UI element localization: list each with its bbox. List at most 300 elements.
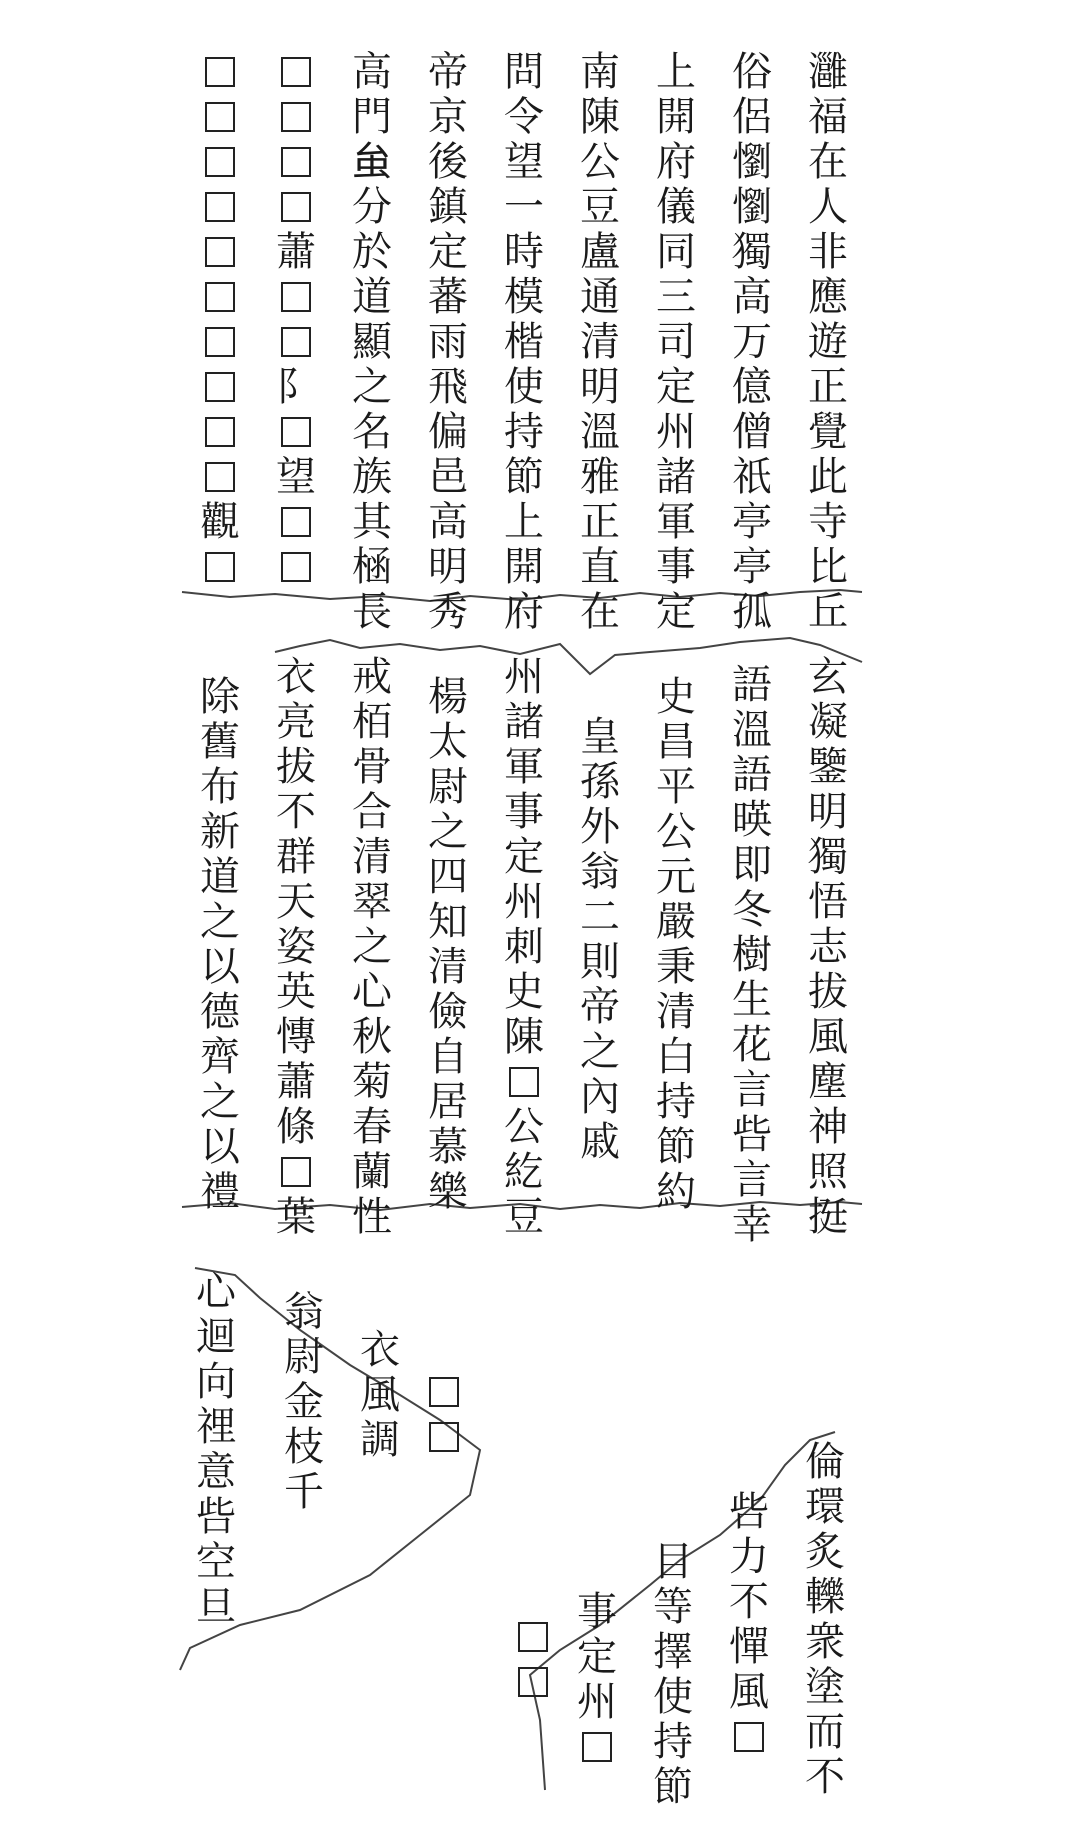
character: 諸 — [504, 699, 544, 745]
character: 侶 — [732, 94, 772, 140]
character: 紇 — [504, 1149, 544, 1195]
character: 生 — [732, 977, 772, 1023]
character: 呰 — [732, 1112, 772, 1158]
character: 亮 — [276, 699, 316, 745]
middle-column-2 — [724, 663, 780, 1248]
character: 白 — [656, 1034, 696, 1080]
character: 獨 — [808, 834, 848, 880]
character: 望 — [504, 139, 544, 185]
character: 照 — [808, 1149, 848, 1195]
character: 事 — [656, 544, 696, 590]
character: 外 — [580, 804, 620, 850]
character: 冬 — [732, 887, 772, 933]
middle-column-9 — [192, 675, 248, 1215]
character: 悟 — [808, 879, 848, 925]
missing-character — [281, 507, 311, 537]
middle-panel — [192, 654, 852, 1248]
character: 阝 — [276, 364, 316, 410]
character: 而 — [805, 1709, 845, 1755]
character: 約 — [656, 1169, 696, 1215]
character: 拔 — [808, 969, 848, 1015]
character: 時 — [504, 229, 544, 275]
character: 一 — [504, 184, 544, 230]
missing-character — [205, 192, 235, 222]
character: 公 — [580, 139, 620, 185]
missing-character — [509, 1067, 539, 1097]
character: 衆 — [805, 1619, 845, 1665]
upper-column-7 — [344, 50, 400, 635]
character: 府 — [504, 589, 544, 635]
character: 塗 — [805, 1664, 845, 1710]
character: 千 — [284, 1469, 324, 1515]
character: 万 — [732, 319, 772, 365]
character: 風 — [808, 1014, 848, 1060]
character: 鎮 — [428, 184, 468, 230]
character: 在 — [808, 139, 848, 185]
character: 陳 — [580, 94, 620, 140]
character: 亭 — [732, 544, 772, 590]
character: 以 — [200, 1124, 240, 1170]
character: 事 — [504, 789, 544, 835]
missing-character — [281, 102, 311, 132]
character: 持 — [656, 1079, 696, 1125]
character: 志 — [808, 924, 848, 970]
character: 幸 — [732, 1202, 772, 1248]
missing-character — [281, 192, 311, 222]
character: 非 — [808, 229, 848, 275]
character: 顯 — [352, 319, 392, 365]
upper-column-2 — [724, 50, 780, 635]
character: 定 — [656, 589, 696, 635]
character: 明 — [428, 544, 468, 590]
character: 天 — [276, 879, 316, 925]
character: 語 — [732, 662, 772, 708]
character: 定 — [656, 364, 696, 410]
character: 節 — [653, 1764, 693, 1810]
missing-character — [281, 1157, 311, 1187]
character: 盧 — [580, 229, 620, 275]
character: 㮀 — [352, 544, 392, 590]
missing-character — [281, 282, 311, 312]
character: 花 — [732, 1022, 772, 1068]
character: 史 — [656, 674, 696, 720]
lower-left-missing-slots — [424, 1370, 464, 1460]
character: 持 — [653, 1719, 693, 1765]
character: 嚴 — [656, 899, 696, 945]
character: 空 — [196, 1539, 236, 1585]
middle-column-1 — [800, 655, 856, 1240]
character: 語 — [732, 752, 772, 798]
character: 倫 — [805, 1439, 845, 1485]
character: 溫 — [580, 409, 620, 455]
character: 懰 — [732, 139, 772, 185]
character: 名 — [352, 409, 392, 455]
character: 不 — [276, 789, 316, 835]
character: 人 — [808, 184, 848, 230]
character: 州 — [504, 879, 544, 925]
character: 僧 — [732, 409, 772, 455]
character: 之 — [352, 364, 392, 410]
character: 同 — [656, 229, 696, 275]
missing-character — [518, 1622, 548, 1652]
lower-right-column-4 — [569, 1590, 625, 1770]
character: 皇 — [580, 714, 620, 760]
character: 𥚃 — [196, 1404, 236, 1450]
character: 懰 — [732, 184, 772, 230]
upper-column-1 — [800, 50, 856, 635]
character: 蘭 — [352, 1149, 392, 1195]
character: 俗 — [732, 49, 772, 95]
character: 清 — [656, 989, 696, 1035]
character: 分 — [352, 184, 392, 230]
character: 清 — [352, 834, 392, 880]
character: 禮 — [200, 1169, 240, 1215]
character: 性 — [352, 1194, 392, 1240]
character: 塵 — [808, 1059, 848, 1105]
character: 事 — [577, 1589, 617, 1635]
missing-character — [429, 1422, 459, 1452]
character: 慱 — [276, 1014, 316, 1060]
lower-right-column-5 — [505, 1615, 561, 1705]
character: 秋 — [352, 1014, 392, 1060]
character: 二 — [580, 894, 620, 940]
character: 問 — [504, 49, 544, 95]
character: 𧈧 — [352, 139, 392, 185]
upper-column-3 — [648, 50, 704, 635]
lower-left-fragment — [180, 1269, 480, 1640]
missing-character — [205, 462, 235, 492]
character: 居 — [428, 1079, 468, 1125]
character: 憚 — [729, 1624, 769, 1670]
upper-column-5 — [496, 50, 552, 635]
character: 清 — [580, 319, 620, 365]
lower-right-fragment — [505, 1440, 855, 1820]
character: 轢 — [805, 1574, 845, 1620]
character: 秀 — [428, 589, 468, 635]
character: 尉 — [284, 1334, 324, 1380]
character: 上 — [504, 499, 544, 545]
character: 翁 — [284, 1289, 324, 1335]
character: 道 — [352, 274, 392, 320]
missing-character — [281, 417, 311, 447]
character: 等 — [653, 1584, 693, 1630]
character: 戒 — [352, 654, 392, 700]
character: 群 — [276, 834, 316, 880]
character: 祇 — [732, 454, 772, 500]
character: 州 — [656, 409, 696, 455]
character: 元 — [656, 854, 696, 900]
character: 軍 — [656, 499, 696, 545]
character: 德 — [200, 989, 240, 1035]
character: 此 — [808, 454, 848, 500]
character: 寺 — [808, 499, 848, 545]
character: 新 — [200, 809, 240, 855]
character: 使 — [504, 364, 544, 410]
character: 丘 — [808, 589, 848, 635]
character: 力 — [729, 1534, 769, 1580]
character: 道 — [200, 854, 240, 900]
character: 福 — [808, 94, 848, 140]
character: 門 — [352, 94, 392, 140]
character: 凝 — [808, 699, 848, 745]
character: 正 — [808, 364, 848, 410]
character: 骨 — [352, 744, 392, 790]
character: 偏 — [428, 409, 468, 455]
character: 鑒 — [808, 744, 848, 790]
character: 之 — [352, 924, 392, 970]
character: 孫 — [580, 759, 620, 805]
character: 高 — [428, 499, 468, 545]
character: 諸 — [656, 454, 696, 500]
character: 衣 — [360, 1327, 400, 1373]
character: 公 — [656, 809, 696, 855]
character: 覺 — [808, 409, 848, 455]
character: 於 — [352, 229, 392, 275]
character: 億 — [732, 364, 772, 410]
missing-character — [734, 1722, 764, 1752]
character: 後 — [428, 139, 468, 185]
character: 雨 — [428, 319, 468, 365]
character: 拔 — [276, 744, 316, 790]
character: 布 — [200, 764, 240, 810]
character: 定 — [577, 1634, 617, 1680]
character: 史 — [504, 969, 544, 1015]
character: 舊 — [200, 719, 240, 765]
character: 則 — [580, 939, 620, 985]
character: 平 — [656, 764, 696, 810]
upper-column-4 — [572, 50, 628, 635]
lower-right-column-1 — [797, 1440, 853, 1800]
character: 儉 — [428, 989, 468, 1035]
character: 言 — [732, 1067, 772, 1113]
character: 模 — [504, 274, 544, 320]
character: 定 — [504, 834, 544, 880]
character: 開 — [656, 94, 696, 140]
character: 秉 — [656, 944, 696, 990]
character: 呰 — [729, 1489, 769, 1535]
character: 英 — [276, 969, 316, 1015]
character: 不 — [729, 1579, 769, 1625]
missing-character — [582, 1732, 612, 1762]
character: 上 — [656, 49, 696, 95]
character: 溫 — [732, 707, 772, 753]
character: 衣 — [276, 654, 316, 700]
character: 直 — [580, 544, 620, 590]
character: 除 — [200, 674, 240, 720]
missing-character — [205, 282, 235, 312]
character: 之 — [200, 1079, 240, 1125]
character: 暎 — [732, 797, 772, 843]
character: 之 — [580, 1029, 620, 1075]
character: 即 — [732, 842, 772, 888]
character: 節 — [504, 454, 544, 500]
character: 高 — [732, 274, 772, 320]
character: 雅 — [580, 454, 620, 500]
missing-character — [281, 147, 311, 177]
character: 風 — [729, 1669, 769, 1715]
character: 栢 — [352, 699, 392, 745]
character: 不 — [805, 1754, 845, 1800]
character: 其 — [352, 499, 392, 545]
character: 迴 — [196, 1314, 236, 1360]
missing-character — [429, 1377, 459, 1407]
character: 擇 — [653, 1629, 693, 1675]
character: 姿 — [276, 924, 316, 970]
character: 金 — [284, 1379, 324, 1425]
character: 令 — [504, 94, 544, 140]
character: 昌 — [656, 719, 696, 765]
character: 以 — [200, 944, 240, 990]
middle-column-3 — [648, 675, 704, 1215]
character: 戚 — [580, 1119, 620, 1165]
character: 孤 — [732, 589, 772, 635]
missing-character — [205, 147, 235, 177]
missing-character — [281, 327, 311, 357]
character: 清 — [428, 944, 468, 990]
character: 齊 — [200, 1034, 240, 1080]
character: 環 — [805, 1484, 845, 1530]
character: 刺 — [504, 924, 544, 970]
missing-character — [205, 102, 235, 132]
lower-left-column-1 — [352, 1328, 408, 1463]
character: 比 — [808, 544, 848, 590]
upper-panel — [192, 49, 852, 635]
character: 州 — [504, 654, 544, 700]
character: 應 — [808, 274, 848, 320]
character: 蕭 — [276, 1059, 316, 1105]
character: 長 — [352, 589, 392, 635]
character: 通 — [580, 274, 620, 320]
character: 正 — [580, 499, 620, 545]
character: 樂 — [428, 1169, 468, 1215]
character: 軍 — [504, 744, 544, 790]
character: 京 — [428, 94, 468, 140]
character: 合 — [352, 789, 392, 835]
character: 遊 — [808, 319, 848, 365]
character: 定 — [428, 229, 468, 275]
character: 節 — [656, 1124, 696, 1170]
character: 獨 — [732, 229, 772, 275]
character: 帝 — [580, 984, 620, 1030]
character: 亭 — [732, 499, 772, 545]
character: 翁 — [580, 849, 620, 895]
character: 菊 — [352, 1059, 392, 1105]
upper-column-8 — [268, 50, 324, 590]
lower-right-column-2 — [721, 1490, 777, 1760]
character: 四 — [428, 854, 468, 900]
character: 目 — [653, 1539, 693, 1585]
character: 尉 — [428, 764, 468, 810]
character: 公 — [504, 1104, 544, 1150]
character: 春 — [352, 1104, 392, 1150]
character: 之 — [428, 809, 468, 855]
character: 旦 — [196, 1584, 236, 1630]
character: 心 — [352, 969, 392, 1015]
character: 州 — [577, 1679, 617, 1725]
missing-character — [205, 417, 235, 447]
missing-character — [205, 552, 235, 582]
character: 明 — [580, 364, 620, 410]
upper-column-6 — [420, 50, 476, 635]
character: 觀 — [200, 499, 240, 545]
character: 高 — [352, 49, 392, 95]
character: 持 — [504, 409, 544, 455]
lower-left-column-2 — [276, 1290, 332, 1515]
character: 邑 — [428, 454, 468, 500]
character: 炙 — [805, 1529, 845, 1575]
character: 向 — [196, 1359, 236, 1405]
character: 慕 — [428, 1124, 468, 1170]
missing-character — [205, 237, 235, 267]
missing-character — [205, 57, 235, 87]
character: 挺 — [808, 1194, 848, 1240]
character: 灉 — [808, 49, 848, 95]
character: 樹 — [732, 932, 772, 978]
character: 陳 — [504, 1014, 544, 1060]
character: 司 — [656, 319, 696, 365]
character: 豆 — [504, 1194, 544, 1240]
middle-column-5 — [496, 655, 552, 1240]
character: 調 — [360, 1417, 400, 1463]
character: 呰 — [196, 1494, 236, 1540]
character: 在 — [580, 589, 620, 635]
character: 明 — [808, 789, 848, 835]
character: 蕭 — [276, 229, 316, 275]
character: 翠 — [352, 879, 392, 925]
character: 言 — [732, 1157, 772, 1203]
missing-character — [281, 552, 311, 582]
missing-character — [518, 1667, 548, 1697]
character: 府 — [656, 139, 696, 185]
character: 玄 — [808, 654, 848, 700]
character: 族 — [352, 454, 392, 500]
character: 豆 — [580, 184, 620, 230]
character: 條 — [276, 1104, 316, 1150]
character: 使 — [653, 1674, 693, 1720]
middle-column-6 — [420, 675, 476, 1215]
character: 蕃 — [428, 274, 468, 320]
lower-left-column-3 — [188, 1270, 244, 1630]
character: 帝 — [428, 49, 468, 95]
character: 風 — [360, 1372, 400, 1418]
character: 太 — [428, 719, 468, 765]
lower-right-column-3 — [645, 1540, 701, 1810]
character: 神 — [808, 1104, 848, 1150]
middle-column-4 — [572, 715, 628, 1165]
character: 知 — [428, 899, 468, 945]
character: 之 — [200, 899, 240, 945]
character: 望 — [276, 454, 316, 500]
character: 儀 — [656, 184, 696, 230]
character: 三 — [656, 274, 696, 320]
character: 飛 — [428, 364, 468, 410]
character: 開 — [504, 544, 544, 590]
missing-character — [281, 57, 311, 87]
character: 內 — [580, 1074, 620, 1120]
character: 意 — [196, 1449, 236, 1495]
upper-column-9 — [192, 50, 248, 590]
middle-column-7 — [344, 655, 400, 1240]
character: 葉 — [276, 1194, 316, 1240]
character: 枝 — [284, 1424, 324, 1470]
missing-character — [205, 372, 235, 402]
character: 自 — [428, 1034, 468, 1080]
character: 楊 — [428, 674, 468, 720]
character: 心 — [196, 1269, 236, 1315]
middle-column-8 — [268, 655, 324, 1240]
character: 南 — [580, 49, 620, 95]
character: 楷 — [504, 319, 544, 365]
